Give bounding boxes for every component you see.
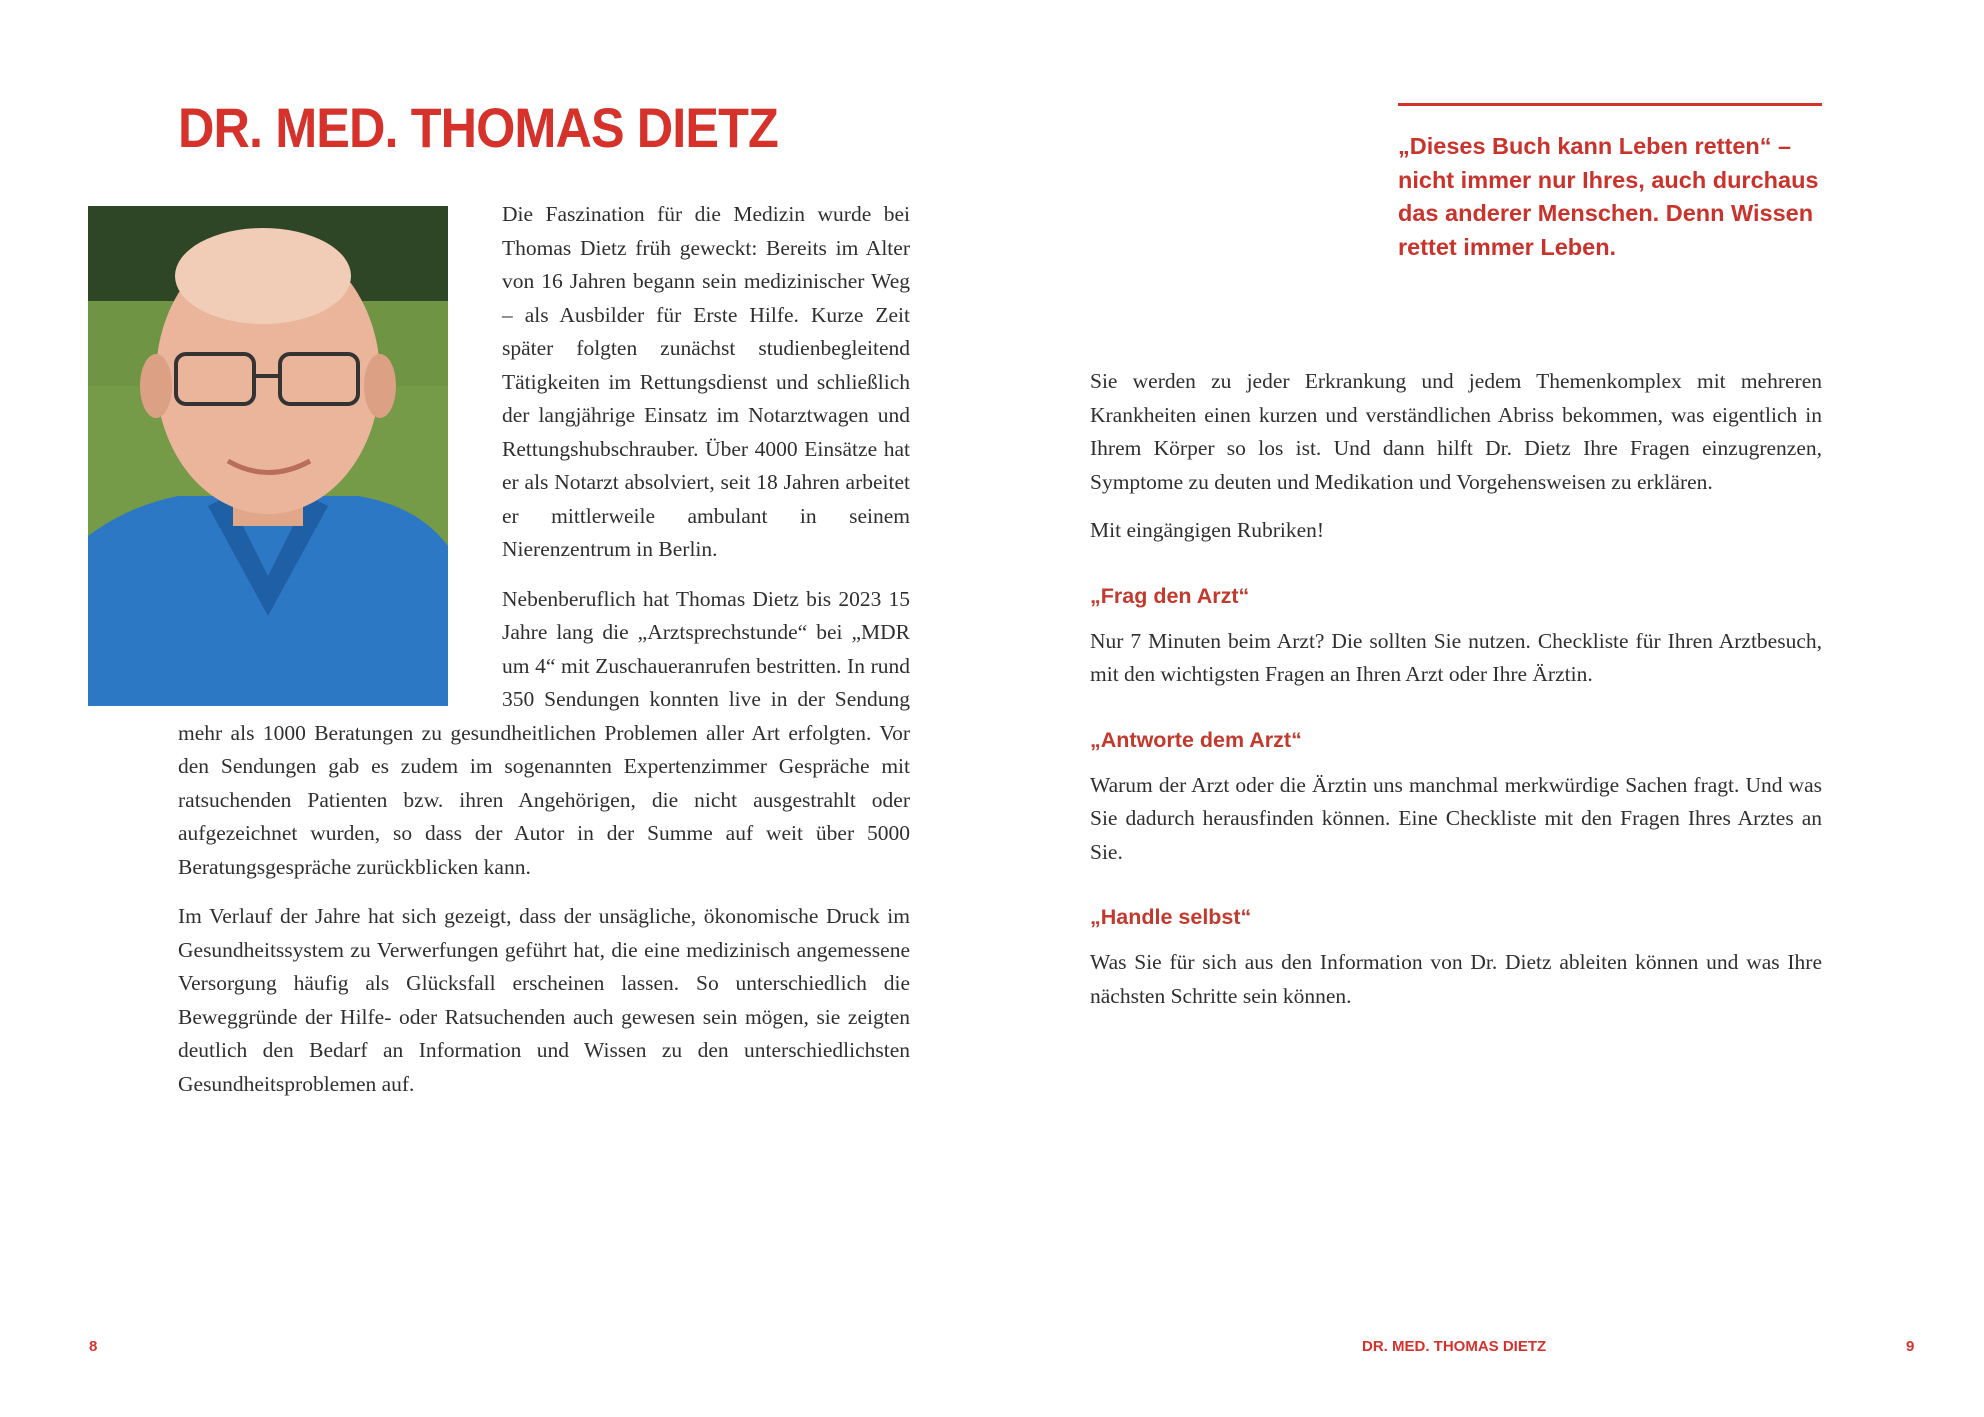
- pull-quote: „Dieses Buch kann Leben retten“ – nicht immer nur Ihres, auch durchaus das anderer Menschen. Denn Wissen rettet immer Leben.: [1398, 133, 1819, 260]
- rubric-heading-frag-den-arzt: „Frag den Arzt“: [1090, 583, 1250, 608]
- quote-rule: [1398, 103, 1822, 106]
- page-number-left: 8: [89, 1338, 98, 1355]
- bio-paragraph-3: Im Verlauf der Jahre hat sich gezeigt, dass der unsägliche, ökonomische Druck im Gesundheitssystem zu Verwerfungen geführt hat, die eine medizinisch angemessene Versorgung häufig als Glücksfall erscheinen lassen. So unterschiedlich die Beweggründe der Hilfe- oder Ratsuchenden auch gewesen sein mögen, sie zeigten deutlich den Bedarf an Information und Wissen zu den unterschiedlichsten Gesundheitsproblemen auf.: [178, 904, 910, 1096]
- intro-tagline: Mit eingängigen Rubriken!: [1090, 518, 1325, 542]
- author-bio: [178, 198, 910, 1101]
- book-description: [1090, 365, 1822, 1013]
- author-portrait-illustration: [88, 206, 448, 706]
- author-photo: [88, 206, 448, 706]
- page-title: DR. MED. THOMAS DIETZ: [178, 96, 778, 159]
- running-head: DR. MED. THOMAS DIETZ: [1362, 1338, 1547, 1355]
- rubric-text-antworte-dem-arzt: Warum der Arzt oder die Ärztin uns manchmal merkwürdige Sachen fragt. Und was Sie dadurch herausfinden können. Eine Checkliste mit den Fragen Ihres Arztes an Sie.: [1090, 772, 1822, 864]
- rubric-text-frag-den-arzt: Nur 7 Minuten beim Arzt? Die sollten Sie nutzen. Checkliste für Ihren Arztbesuch, mit den wichtigsten Fragen an Ihren Arzt oder Ihre Ärztin.: [1090, 628, 1822, 686]
- intro-paragraph: Sie werden zu jeder Erkrankung und jedem Themenkomplex mit mehreren Krankheiten einen kurzen und verständlichen Abriss bekommen, was eigentlich in Ihrem Körper so los ist. Und dann hilft Dr. Dietz Ihre Fragen einzugrenzen, Symptome zu deuten und Medikation und Vorgehensweisen zu erklären.: [1090, 369, 1822, 494]
- page-number-right: 9: [1906, 1338, 1915, 1355]
- rubric-heading-handle-selbst: „Handle selbst“: [1090, 905, 1252, 929]
- bio-paragraph-2: Nebenberuflich hat Thomas Dietz bis 2023 15 Jahre lang die „Arztsprechstunde“ bei „MDR um 4“ mit Zuschaueranrufen bestritten. In rund 350 Sendungen konnten live in der Sendung mehr als 1000 Beratungen zu gesundheitlichen Problemen aller Art erfolgten. Vor den Sendungen gab es zudem im sogenannten Expertenzimmer Gespräche mit ratsuchenden Patienten bzw. ihren Angehörigen, die nicht ausgestrahlt oder aufgezeichnet wurden, so dass der Autor in der Summe auf weit über 5000 Beratungsgespräche zurückblicken kann.: [178, 586, 910, 879]
- rubric-text-handle-selbst: Was Sie für sich aus den Information von Dr. Dietz ableiten können und was Ihre nächsten Schritte sein können.: [1090, 950, 1822, 1008]
- rubric-heading-antworte-dem-arzt: „Antworte dem Arzt“: [1090, 727, 1302, 752]
- bio-paragraph-1: Die Faszination für die Medizin wurde bei Thomas Dietz früh geweckt: Bereits im Alter von 16 Jahren begann sein medizinischer Weg – als Ausbilder für Erste Hilfe. Kurze Zeit später folgten zunächst studienbegleitend Tätigkeiten im Rettungsdienst und schließlich der langjährige Einsatz im Notarztwagen und Rettungshubschrauber. Über 4000 Einsätze hat er als Notarzt absolviert, seit 18 Jahren arbeitet er mittlerweile ambulant in seinem Nierenzentrum in Berlin.: [502, 202, 910, 561]
